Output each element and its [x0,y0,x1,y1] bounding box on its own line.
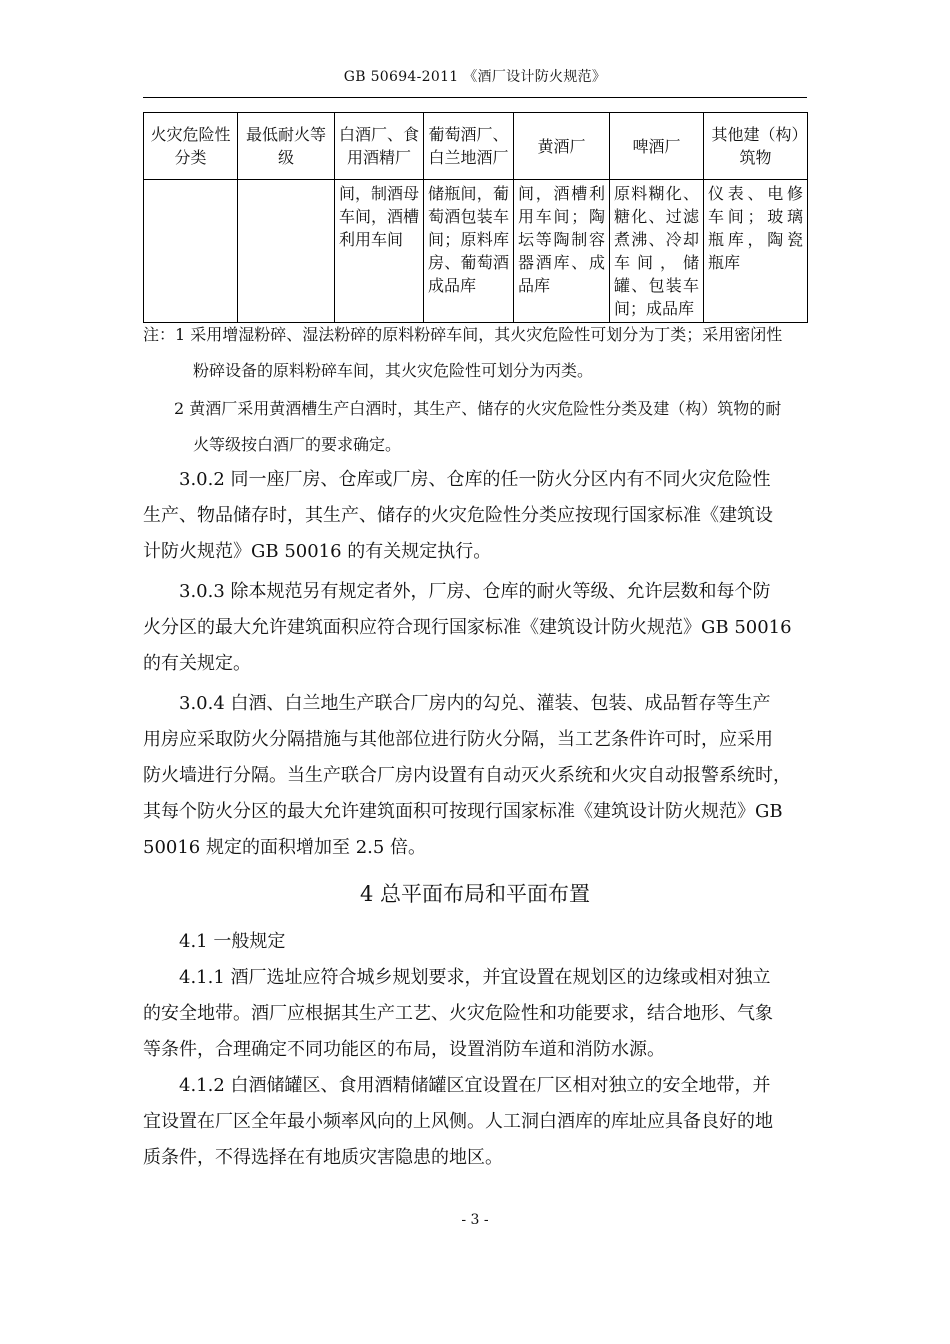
text-line: 宜设置在厂区全年最小频率风向的上风侧。人工洞白酒库的库址应具备良好的地 [143,1111,773,1132]
header-rule [143,97,807,98]
text-line: 3.0.3 除本规范另有规定者外，厂房、仓库的耐火等级、允许层数和每个防 [179,581,771,602]
table-header-cell: 最低耐火等级 [238,113,335,180]
table-header-cell: 啤酒厂 [610,113,704,180]
note-2-line-2: 火等级按白酒厂的要求确定。 [193,435,402,454]
table-cell [238,180,335,323]
table-cell: 仪表、电修车间；玻璃瓶库，陶瓷瓶库 [704,180,808,323]
text-line: 防火墙进行分隔。当生产联合厂房内设置有自动灭火系统和火灾自动报警系统时， [143,765,791,786]
chapter-heading: 4 总平面布局和平面布置 [359,882,591,906]
clause-3-0-3 [143,574,807,682]
text-line: 火分区的最大允许建筑面积应符合现行国家标准《建筑设计防火规范》GB 50016 [143,617,792,638]
text-line: 50016 规定的面积增加至 2.5 倍。 [143,837,427,858]
table-header-cell: 火灾危险性分类 [144,113,238,180]
running-header: GB 50694-2011 《酒厂设计防火规范》 [343,69,607,85]
fire-risk-table [143,112,808,323]
text-line: 其每个防火分区的最大允许建筑面积可按现行国家标准《建筑设计防火规范》GB [143,801,783,822]
clause-4-1-1 [143,960,807,1068]
text-line: 生产、物品储存时，其生产、储存的火灾危险性分类应按现行国家标准《建筑设 [143,505,773,526]
clause-4-1-2 [143,1068,807,1176]
text-line: 的有关规定。 [143,653,251,674]
text-line: 4.1.1 酒厂选址应符合城乡规划要求，并宜设置在规划区的边缘或相对独立 [179,967,771,988]
note-2-line-1: 2 黄酒厂采用黄酒槽生产白酒时，其生产、储存的火灾危险性分类及建（构）筑物的耐 [174,399,782,418]
text-line: 3.0.4 白酒、白兰地生产联合厂房内的勾兑、灌装、包装、成品暂存等生产 [179,693,771,714]
text-line: 3.0.2 同一座厂房、仓库或厂房、仓库的任一防火分区内有不同火灾危险性 [179,469,771,490]
table-cell [144,180,238,323]
table-row [144,180,808,323]
page-number: - 3 - [461,1212,489,1228]
text-line: 计防火规范》GB 50016 的有关规定执行。 [143,541,492,562]
table-cell: 原料糊化、糖化、过滤煮沸、冷却车间，储罐、包装车间；成品库 [610,180,704,323]
note-1-line-1: 注：1 采用增湿粉碎、湿法粉碎的原料粉碎车间，其火灾危险性可划分为丁类；采用密闭性 [143,325,783,344]
table-header-cell: 白酒厂、食用酒精厂 [335,113,424,180]
text-line: 等条件，合理确定不同功能区的布局，设置消防车道和消防水源。 [143,1039,665,1060]
clause-3-0-2 [143,462,807,570]
text-line: 用房应采取防火分隔措施与其他部位进行防火分隔，当工艺条件许可时，应采用 [143,729,773,750]
table-cell: 间，酒槽利用车间；陶坛等陶制容器酒库、成品库 [514,180,610,323]
section-4-1-heading [143,924,807,960]
text-line: 的安全地带。酒厂应根据其生产工艺、火灾危险性和功能要求，结合地形、气象 [143,1003,773,1024]
table-header-cell: 黄酒厂 [514,113,610,180]
text-line: 质条件，不得选择在有地质灾害隐患的地区。 [143,1147,503,1168]
table-cell: 间，制酒母车间，酒槽利用车间 [335,180,424,323]
note-1-line-2: 粉碎设备的原料粉碎车间，其火灾危险性可划分为丙类。 [193,361,594,380]
text-line: 4.1.2 白酒储罐区、食用酒精储罐区宜设置在厂区相对独立的安全地带，并 [179,1075,771,1096]
clause-3-0-4 [143,686,807,866]
table-header-row [144,113,808,180]
table-header-cell: 其他建（构）筑物 [704,113,808,180]
table-header-cell: 葡萄酒厂、白兰地酒厂 [424,113,514,180]
table-cell: 储瓶间，葡萄酒包装车间；原料库房、葡萄酒成品库 [424,180,514,323]
text-line: 4.1 一般规定 [179,931,286,952]
